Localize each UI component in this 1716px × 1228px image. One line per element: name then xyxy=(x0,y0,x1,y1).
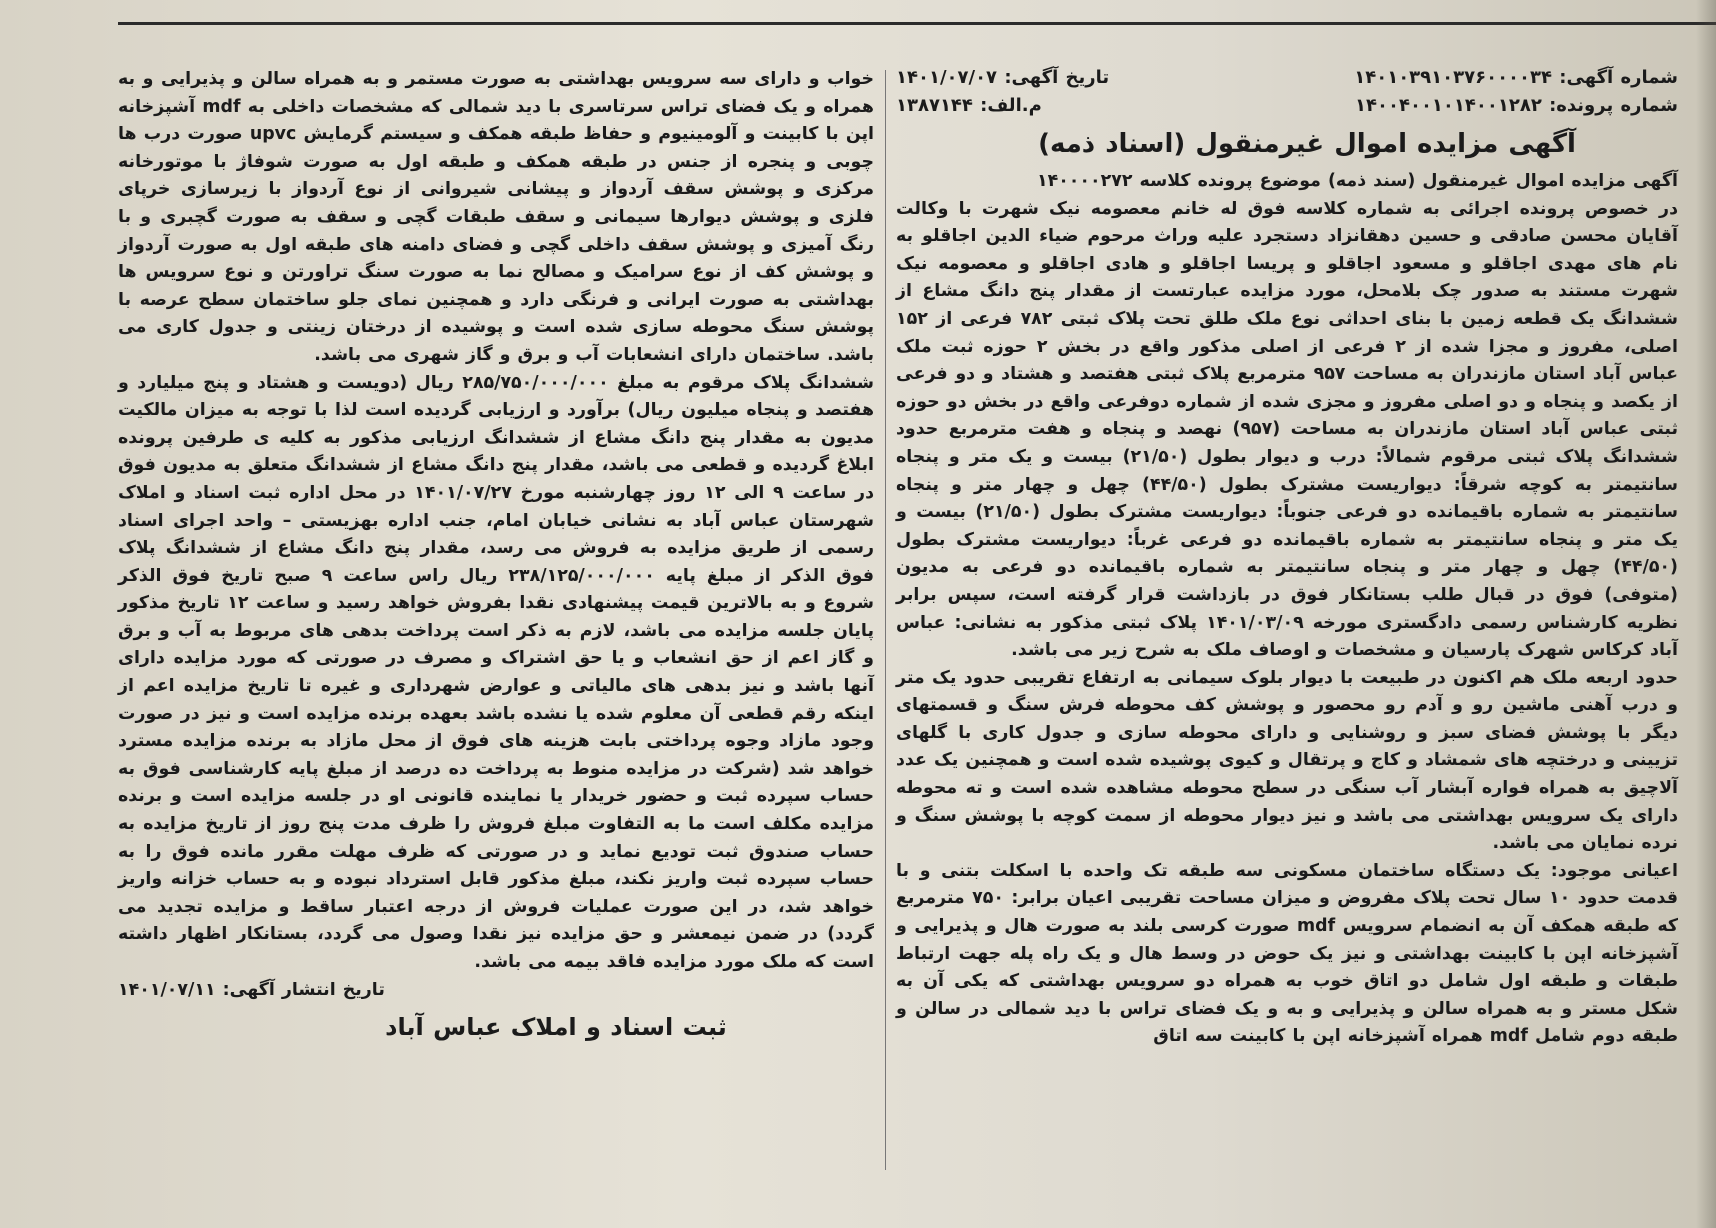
left-paragraph-2: ششدانگ پلاک مرقوم به مبلغ ۲۸۵/۷۵۰/۰۰۰/۰۰۰ ریال (دویست و هشتاد و پنج میلیارد و هفتصد و پنجاه میلیون ریال) برآورد و ارزیابی گردیده است لذا با توجه به میزان مالکیت مدیون به مقدار پنج دانگ مشاع از ششدانگ ارزیابی مذکور به کلیه ی طرفین پرونده ابلاغ گردیده و قطعی می باشد، مقدار پنج دانگ مشاع از ششدانگ متعلق به مدیون فوق در ساعت ۹ الی ۱۲ روز چهارشنبه مورخ ۱۴۰۱/۰۷/۲۷ در محل اداره ثبت اسناد و املاک شهرستان عباس آباد به نشانی خیابان امام، جنب اداره بهزیستی – واحد اجرای اسناد رسمی از طریق مزایده به فروش می رسد، مقدار پنج دانگ مشاع از ششدانگ پلاک فوق الذکر از مبلغ پایه ۲۳۸/۱۲۵/۰۰۰/۰۰۰ ریال راس ساعت ۹ صبح تاریخ فوق الذکر شروع و به بالاترین قیمت پیشنهادی نقدا بفروش خواهد رسید و ساعت ۱۲ تاریخ مذکور پایان جلسه مزایده می باشد، لازم به ذکر است پرداخت بدهی های مربوط به آب و برق و گاز اعم از حق انشعاب و یا حق اشتراک و مصرف در صورتی که مورد مزایده دارای آنها باشد و نیز بدهی های مالیاتی و عوارض شهرداری و غیره تا تاریخ مزایده اعم از اینکه رقم قطعی آن معلوم شده یا نشده باشد بعهده برنده مزایده است و نیز در صورت وجود مازاد وجوه پرداختی بابت هزینه های فوق از محل مازاد به برنده مزایده مسترد خواهد شد (شرکت در مزایده منوط به پرداخت ده درصد از مبلغ پایه کارشناسی فوق به حساب سپرده ثبت و حضور خریدار یا نماینده قانونی او در جلسه مزایده است و برنده مزایده مکلف است ما به التفاوت مبلغ فروش را ظرف مدت پنج روز از تاریخ مزایده به حساب صندوق ثبت تودیع نماید و در صورتی که ظرف مهلت مقرر مانده فوق را به حساب سپرده ثبت واریز نکند، مبلغ مذکور قابل استرداد نبوده و به حساب خزانه واریز خواهد شد، در این صورت عملیات فروش از درجه اعتبار ساقط و مزایده تجدید می گردد) در ضمن نیمعشر و حق مزایده نیز نقدا وصول می گردد، بستانکار اظهار داشته است که ملک مورد مزایده فاقد بیمه می باشد. xyxy=(118,372,874,972)
meta-row-1 xyxy=(896,64,1678,92)
right-column xyxy=(896,64,1678,1051)
left-paragraph-1: خواب و دارای سه سرویس بهداشتی به صورت مستمر و به همراه سالن و پذیرایی و به همراه و یک فضای تراس سرتاسری با دید شمالی که مشخصات داخلی به mdf آشپزخانه اپن با کابینت و آلومینیوم و حفاظ طبقه همکف و سیستم گرمایش upvc صورت درب ها چوبی و پنجره از جنس در طبقه همکف و طبقه اول به صورت شوفاژ با موتورخانه مرکزی و پوشش سقف آردواز و پیشانی شیروانی از نوع آردواز با زیرسازی خرپای فلزی و پوشش دیوارها سیمانی و سقف طبقات گچی و سقف به صورت گچبری و با رنگ آمیزی و پوشش سقف داخلی گچی و فضای دامنه های طبقه اول به صورت آردواز و پوشش کف از نوع سرامیک و مصالح نما به صورت سنگ تراورتن و نوع سرویس ها بهداشتی به صورت ایرانی و فرنگی دارد و همچنین نمای جلو ساختمان سطح عرصه با پوشش سنگ محوطه سازی شده است و پوشیده از درختان زینتی و جدول کاری می باشد. ساختمان دارای انشعابات آب و برق و گاز شهری می باشد. xyxy=(118,69,875,365)
right-paragraph-2: در خصوص پرونده اجرائی به شماره کلاسه فوق له خانم معصومه نیک شهرت با وکالت آقایان محسن صادقی و حسین دهقانزاد دستجرد علیه وراث مرحوم ضیاء الدین اجاقلو به نام های مهدی اجاقلو و مسعود اجاقلو و پریسا اجاقلو و هادی اجاقلو و معصومه نیک شهرت مستند به صدور چک بلامحل، مورد مزایده عبارتست از مقدار پنج دانگ مشاع از ششدانگ یک قطعه زمین با بنای احداثی نوع ملک طلق تحت پلاک ثبتی ۷۸۲ فرعی از ۱۵۲ اصلی، مفروز و مجزا شده از ۲ فرعی از اصلی مذکور واقع در بخش ۲ حوزه ثبت ملک عباس آباد استان مازندران به مساحت ۹۵۷ مترمربع پلاک ثبتی هفتصد و هشتاد و دو فرعی از یکصد و پنجاه و دو اصلی مفروز و مجزی شده از شماره دوفرعی واقع در بخش دو حوزه ثبتی عباس آباد استان مازندران به مساحت (۹۵۷) نهصد و پنجاه و هفت مترمربع حدود ششدانگ پلاک ثبتی مرقوم شمالاً: درب و دیوار بطول (۲۱/۵۰) بیست و یک متر و پنجاه سانتیمتر به کوچه شرقاً: دیواریست مشترک بطول (۴۴/۵۰) چهل و چهار متر و پنجاه سانتیمتر به شماره باقیمانده دو فرعی جنوباً: دیواریست مشترک بطول (۲۱/۵۰) بیست و یک متر و پنجاه سانتیمتر به شماره باقیمانده دو فرعی غرباً: دیواریست مشترک بطول (۴۴/۵۰) چهل و چهار متر و پنجاه سانتیمتر به شماره باقیمانده دو فرعی به مدیون (متوفی) فوق در قبال طلب بستانکار فوق در بازداشت قرار گرفته است، سپس برابر نظریه کارشناس رسمی دادگستری مورخه ۱۴۰۱/۰۳/۰۹ پلاک ثبتی مذکور به نشانی: عباس آباد کرکاس شهرک پارسیان و مشخصات و اوصاف ملک به شرح زیر می باشد. xyxy=(896,198,1679,661)
page-edge-shadow xyxy=(1696,0,1716,1228)
right-paragraph-4: اعیانی موجود: یک دستگاه ساختمان مسکونی سه طبقه تک واحده با اسکلت بتنی و با قدمت حدود ۱۰ سال تحت پلاک مفروض و میزان مساحت تقریبی اعیان برابر: ۷۵۰ مترمربع که طبقه همکف آن به انضمام سرویس mdf صورت کرسی بلند به صورت هال و پذیرایی و آشپزخانه اپن با کابینت بهداشتی و نیز یک حوض در وسط هال و یک راه پله جهت ارتباط طبقات و طبقه اول شامل دو اتاق خوب به همراه دو سرویس بهداشتی که یکی آن به شکل مستر و به همراه سالن و پذیرایی و به و یک فضای تراس با دید شمالی در سالن و طبقه دوم شامل mdf همراه آشپزخانه اپن با کابینت سه اتاق xyxy=(896,860,1678,1047)
signature: ثبت اسناد و املاک عباس آباد xyxy=(385,1013,727,1042)
ad-date: تاریخ آگهی: ۱۴۰۱/۰۷/۰۷ xyxy=(896,67,1110,88)
left-column xyxy=(118,66,874,1044)
ad-number: شماره آگهی: ۱۴۰۱۰۳۹۱۰۳۷۶۰۰۰۰۳۴ xyxy=(1354,67,1678,88)
ad-title: آگهی مزایده اموال غیرمنقول (اسناد ذمه) xyxy=(1038,129,1576,159)
file-number: شماره پرونده: ۱۴۰۰۴۰۰۱۰۱۴۰۰۱۲۸۲ xyxy=(1355,95,1678,116)
right-paragraph-3: حدود اربعه ملک هم اکنون در طبیعت با دیوار بلوک سیمانی به ارتفاع تقریبی حدود یک متر و درب آهنی ماشین رو و آدم رو محصور و پوشش کف محوطه فرش سنگ و قسمتهای دیگر با پوشش فضای سبز و روشنایی و دارای محوطه سازی و جدول کاری با گلهای تزیینی و درختچه های شمشاد و کاج و پرتقال و کیوی پوشیده شده است و همچنین یک عدد آلاچیق به همراه فواره آبشار آب سنگی در سطح محوطه مشاهده شده است و ته محوطه دارای یک سرویس بهداشتی می باشد و نیز دیوار محوطه از سمت کوچه با پوشش سنگ و نرده نمایان می باشد. xyxy=(896,667,1678,854)
meta-row-2 xyxy=(896,92,1678,120)
right-paragraph-1: آگهی مزایده اموال غیرمنقول (سند ذمه) موضوع پرونده کلاسه ۱۴۰۰۰۰۲۷۲ xyxy=(1036,171,1678,191)
column-divider xyxy=(885,70,886,1170)
m-alef-number: م.الف: ۱۳۸۷۱۴۴ xyxy=(896,95,1042,116)
publication-date: تاریخ انتشار آگهی: ۱۴۰۱/۰۷/۱۱ xyxy=(118,979,385,1000)
top-rule xyxy=(118,22,1716,25)
